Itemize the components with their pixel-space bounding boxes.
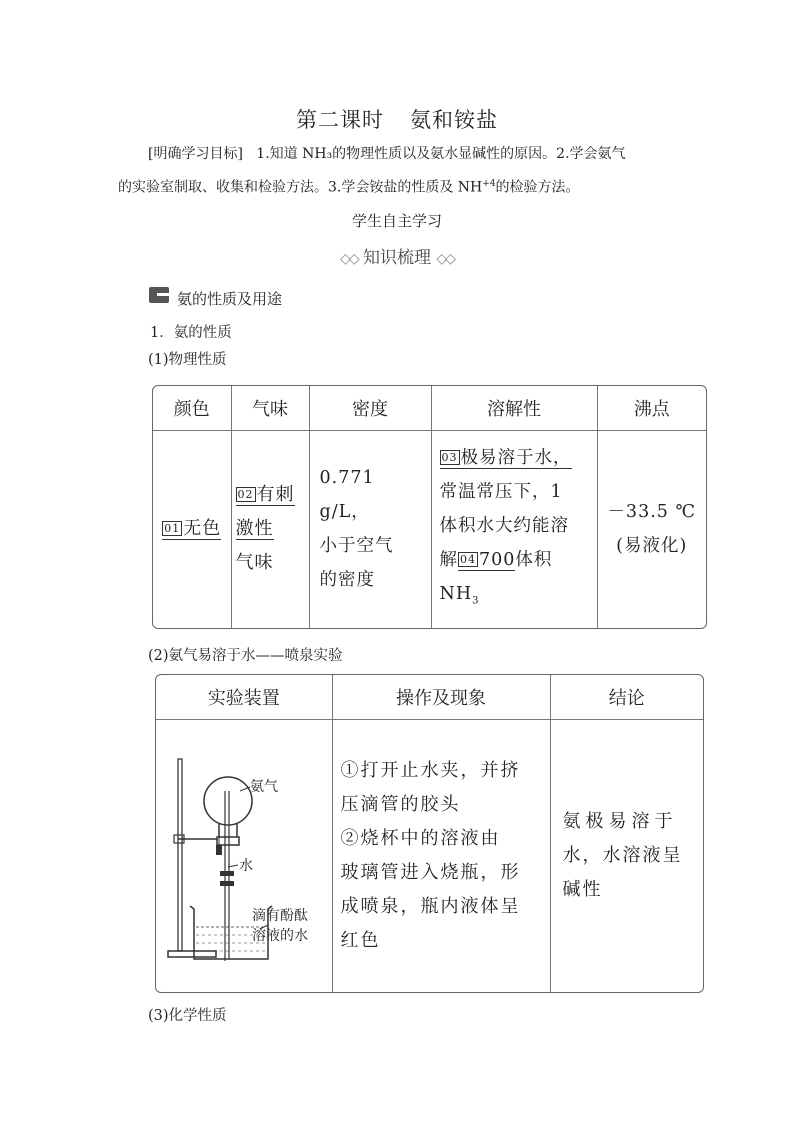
solubility-line-4a: 解: [439, 549, 458, 570]
physical-properties-table: [152, 385, 707, 629]
operation-line-3: ②烧杯中的溶液由: [340, 827, 501, 849]
water-clip: [220, 871, 234, 876]
operation-line-1: ①打开止水夹，并挤: [340, 759, 521, 781]
subsection-1b: (2)氨气易溶于水——喷泉实验: [148, 648, 343, 664]
header-apparatus: 实验装置: [156, 675, 332, 719]
conclusion-line-1: 氨极易溶于: [562, 810, 678, 832]
stand-base: [168, 951, 216, 957]
cell-conclusion: [550, 719, 703, 992]
answer-number-01: 01: [164, 522, 181, 536]
dropper-bulb: [216, 845, 222, 855]
smell-line-1: 有刺: [256, 484, 295, 506]
smell-line-3: 气味: [235, 552, 274, 574]
header-solubility: 溶解性: [431, 386, 597, 430]
banner-left-deco-icon: ◇◇: [340, 251, 358, 267]
label-ammonia: 氨气: [250, 778, 278, 795]
solubility-formula: NH: [439, 583, 473, 604]
smell-line-2: 激性: [235, 518, 274, 540]
objectives-text-2a: 的实验室制取、收集和检验方法。3.学会铵盐的性质及 NH: [118, 179, 483, 196]
solubility-line-4c: 体积: [515, 549, 553, 570]
header-conclusion: 结论: [550, 675, 703, 719]
cell-operation: [332, 719, 550, 992]
answer-number-03: 03: [441, 450, 458, 464]
objectives-text-2b: 的检验方法。: [495, 179, 580, 196]
operation-line-5: 成喷泉，瓶内液体呈: [340, 895, 521, 917]
section-heading: 学生自主学习: [351, 212, 442, 230]
color-value: 无色: [183, 518, 222, 540]
ammonium-charge: +4: [482, 179, 496, 189]
objectives-line-1: [148, 140, 708, 168]
answer-number-02: 02: [237, 488, 254, 502]
subsection-1a: (1)物理性质: [148, 352, 227, 368]
cell-smell: [231, 430, 309, 628]
flask: [204, 777, 252, 825]
cell-density: [309, 430, 431, 628]
banner-text: 知识梳理: [363, 248, 431, 268]
stand-rod: [178, 759, 182, 951]
subsection-1c: (3)化学性质: [148, 1008, 227, 1024]
label-solution: [252, 906, 308, 946]
operation-line-6: 红色: [340, 929, 381, 951]
header-operation: 操作及现象: [332, 675, 550, 719]
label-water: 水: [239, 857, 253, 874]
banner-right-deco-icon: ◇◇: [436, 251, 454, 267]
section-marker-icon: [149, 287, 169, 303]
cell-solubility: [431, 430, 597, 628]
header-density: 密度: [309, 386, 431, 430]
boiling-note: (易液化): [616, 536, 688, 557]
solubility-line-2: 常温常压下，1: [439, 481, 563, 502]
objectives-line-2: [118, 170, 718, 202]
topic-title: 氨的性质及用途: [177, 290, 283, 308]
title-part-2: 氨和铵盐: [410, 108, 498, 132]
boiling-value: －33.5 ℃: [607, 502, 697, 523]
header-smell: 气味: [231, 386, 309, 430]
solubility-line-3: 体积水大约能溶: [439, 515, 569, 536]
stopper: [217, 837, 239, 845]
cell-color: [153, 430, 231, 628]
header-color: 颜色: [153, 386, 231, 430]
title-part-1: 第二课时: [296, 108, 384, 132]
conclusion-line-2: 水，水溶液呈: [562, 844, 683, 866]
formula-subscript: 3: [472, 595, 480, 606]
operation-line-4: 玻璃管进入烧瓶，形: [340, 861, 521, 883]
solubility-line-1: 极易溶于水，: [460, 447, 572, 468]
fountain-experiment-table: [155, 674, 704, 993]
page-title: [0, 104, 794, 134]
objectives-text-1: 1.知道 NH₃的物理性质以及氨水显碱性的原因。2.学会氨气: [256, 146, 626, 162]
density-line-3: 的密度: [319, 570, 375, 591]
operation-line-2: 压滴管的胶头: [340, 793, 461, 815]
answer-number-04: 04: [460, 552, 476, 566]
label-solution-1: 滴有酚酞: [252, 907, 308, 924]
solubility-volume: 700: [479, 549, 516, 570]
conclusion-line-3: 碱性: [562, 878, 603, 900]
density-line-1: 0.771 g/L，: [319, 468, 375, 523]
label-solution-2: 溶液的水: [252, 927, 308, 944]
cell-boiling-point: [597, 430, 706, 628]
density-line-2: 小于空气: [319, 536, 394, 557]
header-boiling-point: 沸点: [597, 386, 706, 430]
objectives-label: [明确学习目标]: [148, 146, 243, 162]
knowledge-banner: [0, 243, 794, 268]
subsection-1: 1．氨的性质: [150, 325, 232, 341]
cell-apparatus: [156, 719, 332, 992]
